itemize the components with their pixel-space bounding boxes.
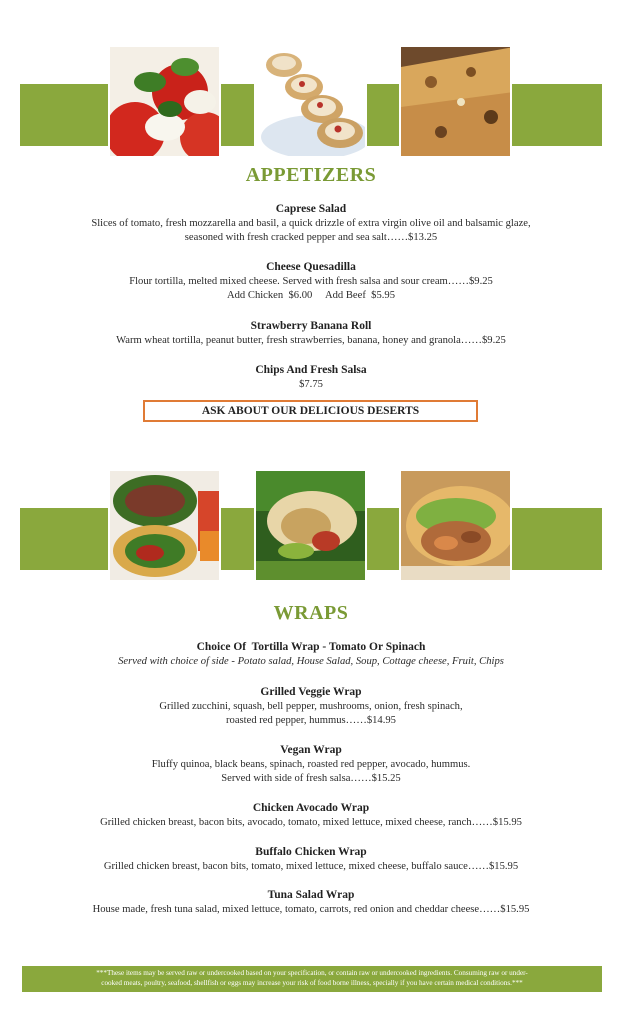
allergy-disclaimer bbox=[22, 966, 602, 992]
item-name: Chips And Fresh Salsa bbox=[255, 364, 367, 376]
quesadilla-photo bbox=[399, 45, 512, 158]
menu-item-caprese-salad bbox=[20, 202, 602, 246]
disclaimer-line: ***These items may be served raw or undercooked based on your specification, or contain raw or undercooked ingredients. Consuming raw or under- bbox=[96, 969, 528, 977]
menu-item-vegan-wrap bbox=[20, 743, 602, 787]
menu-item-cheese-quesadilla bbox=[20, 260, 602, 304]
menu-item-tortilla-choice bbox=[20, 640, 602, 669]
menu-item-tuna-salad-wrap bbox=[20, 888, 602, 917]
item-name: Buffalo Chicken Wrap bbox=[255, 846, 367, 858]
item-desc-line: Flour tortilla, melted mixed cheese. Served with fresh salsa and sour cream……$9.25 bbox=[129, 275, 493, 287]
item-desc-line: Served with side of fresh salsa……$15.25 bbox=[221, 773, 401, 784]
veggie-wrap-photo bbox=[108, 469, 221, 582]
item-desc-line: roasted red pepper, hummus……$14.95 bbox=[226, 715, 396, 726]
item-name: Strawberry Banana Roll bbox=[250, 320, 372, 332]
item-price: $7.75 bbox=[299, 378, 323, 390]
item-desc-line: Fluffy quinoa, black beans, spinach, roasted red pepper, avocado, hummus. bbox=[151, 758, 471, 770]
spinach-wrap-photo bbox=[254, 469, 367, 582]
item-desc-line: Grilled chicken breast, bacon bits, avocado, tomato, mixed lettuce, mixed cheese, ranch……$15.95 bbox=[100, 816, 522, 828]
item-desc-line: seasoned with fresh cracked pepper and sea salt……$13.25 bbox=[184, 232, 438, 243]
item-name: Cheese Quesadilla bbox=[266, 261, 356, 273]
disclaimer-line: cooked meats, poultry, seafood, shellfish or eggs may increase your risk of food borne illness, specially if you have certain medical conditions.*** bbox=[101, 978, 523, 987]
item-desc-line: Grilled zucchini, squash, bell pepper, mushrooms, onion, fresh spinach, bbox=[159, 700, 463, 712]
wraps-title: WRAPS bbox=[273, 602, 349, 624]
item-desc-line: Warm wheat tortilla, peanut butter, fresh strawberries, banana, honey and granola……$9.25 bbox=[116, 334, 506, 346]
item-desc-line: Slices of tomato, fresh mozzarella and basil, a quick drizzle of extra virgin olive oil and balsamic glaze, bbox=[91, 217, 531, 229]
item-name: Grilled Veggie Wrap bbox=[260, 686, 362, 698]
item-name: Caprese Salad bbox=[275, 203, 347, 215]
caprese-photo bbox=[108, 45, 221, 158]
appetizers-title: APPETIZERS bbox=[245, 164, 377, 186]
item-desc-line: Grilled chicken breast, bacon bits, tomato, mixed lettuce, mixed cheese, buffalo sauce……$15.95 bbox=[103, 860, 519, 872]
item-name: Chicken Avocado Wrap bbox=[252, 802, 370, 814]
item-name: Vegan Wrap bbox=[280, 744, 342, 756]
item-desc-line: House made, fresh tuna salad, mixed lettuce, tomato, carrots, red onion and cheddar cheese……$15.95 bbox=[92, 903, 530, 915]
menu-item-chips-salsa bbox=[20, 363, 602, 392]
menu-item-grilled-veggie-wrap bbox=[20, 685, 602, 729]
menu-item-buffalo-chicken-wrap bbox=[20, 845, 602, 874]
menu-item-strawberry-banana-roll bbox=[20, 319, 602, 348]
item-name: Choice Of Tortilla Wrap - Tomato Or Spinach bbox=[196, 641, 426, 653]
item-name: Tuna Salad Wrap bbox=[267, 889, 355, 901]
roll-photo bbox=[254, 45, 367, 158]
chicken-wrap-photo bbox=[399, 469, 512, 582]
item-desc-line: Add Chicken $6.00 Add Beef $5.95 bbox=[226, 290, 395, 301]
deserts-banner: ASK ABOUT OUR DELICIOUS DESERTS bbox=[143, 400, 478, 422]
menu-item-chicken-avocado-wrap bbox=[20, 801, 602, 830]
item-desc-line: Served with choice of side - Potato salad, House Salad, Soup, Cottage cheese, Fruit, Chips bbox=[118, 655, 504, 667]
